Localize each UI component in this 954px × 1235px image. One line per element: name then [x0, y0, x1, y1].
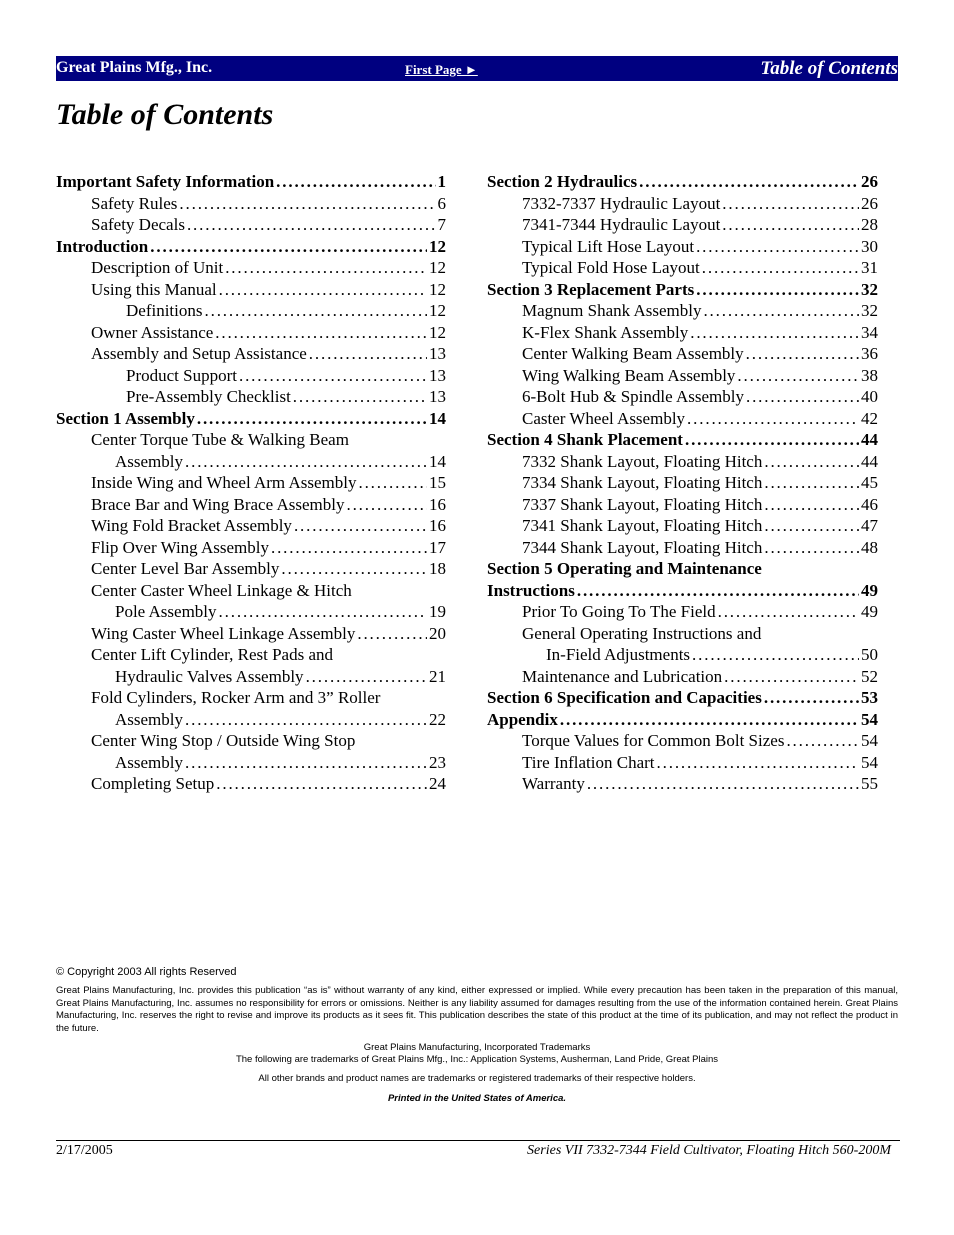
toc-entry-label: Assembly — [115, 752, 183, 772]
other-brands-text: All other brands and product names are trademarks or registered trademarks of their respective holders. — [258, 1073, 696, 1084]
toc-dot-leader — [703, 300, 859, 322]
toc-entry-label: Safety Rules — [91, 193, 178, 213]
toc-page-number: 22 — [429, 709, 446, 729]
toc-page-number: 24 — [429, 774, 446, 793]
toc-entry[interactable] — [56, 365, 446, 387]
toc-entry[interactable] — [487, 193, 878, 215]
toc-entry-label: Assembly — [115, 709, 183, 729]
toc-entry[interactable] — [56, 515, 446, 537]
toc-page-number: 55 — [861, 774, 878, 793]
toc-entry-label: Safety Decals — [91, 215, 185, 234]
toc-dot-leader — [692, 644, 859, 666]
toc-entry[interactable] — [487, 537, 878, 559]
toc-dot-leader — [687, 408, 859, 430]
toc-page-number: 38 — [861, 365, 878, 385]
legal-footer — [56, 966, 898, 1114]
toc-dot-leader — [219, 601, 427, 623]
toc-page-number: 36 — [861, 344, 878, 363]
toc-page-number: 7 — [437, 215, 446, 234]
toc-dot-leader — [746, 343, 859, 365]
toc-entry[interactable] — [487, 687, 878, 709]
toc-entry[interactable] — [487, 472, 878, 494]
toc-dot-leader — [764, 451, 859, 473]
toc-entry-label: Flip Over Wing Assembly — [91, 537, 269, 557]
toc-dot-leader — [219, 279, 427, 301]
toc-entry[interactable] — [487, 666, 878, 688]
footer-date: 2/17/2005 — [56, 1143, 113, 1158]
toc-page-number: 47 — [861, 516, 878, 535]
toc-page-number: 54 — [861, 709, 878, 729]
toc-entry-label: Caster Wheel Assembly — [522, 408, 686, 428]
header-section-title: Table of Contents — [760, 58, 898, 79]
toc-entry[interactable] — [487, 300, 878, 322]
toc-page-number: 52 — [861, 666, 878, 686]
toc-page-number: 12 — [429, 301, 446, 320]
toc-entry-label: 6-Bolt Hub & Spindle Assembly — [522, 387, 744, 406]
toc-dot-leader — [215, 322, 427, 344]
toc-dot-leader — [722, 193, 859, 215]
toc-dot-leader — [577, 580, 859, 602]
toc-entry[interactable] — [487, 343, 878, 365]
toc-dot-leader — [657, 752, 859, 774]
toc-entry[interactable] — [56, 408, 446, 430]
toc-entry[interactable] — [56, 773, 446, 795]
toc-dot-leader — [696, 236, 859, 258]
toc-entry-label: Section 3 Replacement Parts — [487, 279, 695, 299]
toc-entry[interactable] — [487, 623, 878, 666]
toc-dot-leader — [309, 343, 427, 365]
toc-entry[interactable] — [487, 709, 878, 731]
toc-entry[interactable] — [487, 257, 878, 279]
toc-entry-label: Pole Assembly — [115, 602, 217, 621]
toc-entry[interactable] — [487, 494, 878, 516]
toc-page-number: 14 — [429, 451, 446, 471]
toc-page-number: 23 — [429, 752, 446, 772]
toc-dot-leader — [764, 472, 859, 494]
toc-dot-leader — [187, 214, 436, 236]
toc-entry-label: Prior To Going To The Field — [522, 602, 716, 621]
trademarks-list: The following are trademarks of Great Plains Mfg., Inc.: Application Systems, Ausherman, Land Pride, Great Plains — [235, 1054, 719, 1065]
toc-entry-label: Hydraulic Valves Assembly — [115, 666, 304, 686]
toc-page-number: 13 — [429, 365, 446, 385]
toc-entry[interactable] — [56, 193, 446, 215]
toc-page-number: 49 — [861, 602, 878, 621]
toc-entry-label: Typical Lift Hose Layout — [522, 236, 695, 256]
toc-dot-leader — [702, 257, 859, 279]
toc-dot-leader — [306, 666, 427, 688]
toc-entry[interactable] — [487, 451, 878, 473]
header-bar — [56, 56, 898, 81]
toc-entry-label: 7332 Shank Layout, Floating Hitch — [522, 451, 763, 471]
toc-entry-label: Wing Walking Beam Assembly — [522, 365, 736, 385]
toc-entry[interactable] — [487, 386, 878, 408]
toc-entry[interactable] — [487, 236, 878, 258]
toc-entry[interactable] — [56, 644, 446, 687]
toc-dot-leader — [724, 666, 859, 688]
toc-entry[interactable] — [487, 730, 878, 752]
footer-divider — [56, 1140, 900, 1141]
toc-entry-label: Typical Fold Hose Layout — [522, 258, 700, 277]
toc-entry[interactable] — [56, 322, 446, 344]
toc-page-number: 19 — [429, 602, 446, 621]
toc-dot-leader — [150, 236, 427, 258]
toc-dot-leader — [293, 386, 427, 408]
toc-entry-label: Owner Assistance — [91, 322, 214, 342]
toc-entry-label: Section 4 Shank Placement — [487, 430, 683, 449]
toc-entry-label: Section 1 Assembly — [56, 408, 195, 428]
toc-dot-leader — [357, 623, 427, 645]
toc-dot-leader — [185, 451, 427, 473]
first-page-link[interactable]: First Page ► — [405, 62, 478, 77]
toc-dot-leader — [786, 730, 859, 752]
toc-page-number: 16 — [429, 494, 446, 514]
toc-entry[interactable] — [56, 494, 446, 516]
toc-dot-leader — [271, 537, 427, 559]
toc-entry-label: Center Lift Cylinder, Rest Pads and — [91, 645, 334, 664]
toc-entry-label: Product Support — [126, 365, 237, 385]
toc-entry-label: Wing Fold Bracket Assembly — [91, 516, 292, 535]
toc-dot-leader — [294, 515, 427, 537]
toc-entry-label: Center Level Bar Assembly — [91, 559, 280, 578]
page-title: Table of Contents — [56, 98, 274, 131]
toc-entry-label: Brace Bar and Wing Brace Assembly — [91, 494, 345, 514]
trademarks-title: Great Plains Manufacturing, Incorporated Trademarks — [363, 1042, 591, 1053]
toc-dot-leader — [185, 752, 427, 774]
toc-entry[interactable] — [56, 343, 446, 365]
toc-entry[interactable] — [487, 279, 878, 301]
toc-dot-leader — [746, 386, 859, 408]
toc-entry[interactable] — [487, 408, 878, 430]
toc-entry-label: Assembly — [115, 451, 183, 471]
toc-entry-label: Using this Manual — [91, 279, 217, 299]
printed-in-text: Printed in the United States of America. — [387, 1093, 567, 1104]
toc-dot-leader — [764, 494, 859, 516]
toc-dot-leader — [179, 193, 435, 215]
toc-entry[interactable] — [56, 558, 446, 580]
toc-entry[interactable] — [487, 558, 878, 601]
toc-page-number: 12 — [429, 279, 446, 299]
toc-dot-leader — [722, 214, 859, 236]
toc-entry[interactable] — [487, 429, 878, 451]
toc-entry[interactable] — [56, 472, 446, 494]
toc-entry[interactable] — [56, 236, 446, 258]
toc-dot-leader — [685, 429, 859, 451]
toc-entry[interactable] — [487, 214, 878, 236]
toc-dot-leader — [358, 472, 427, 494]
toc-dot-leader — [764, 515, 859, 537]
toc-page-number: 45 — [861, 473, 878, 492]
toc-entry-label: Wing Caster Wheel Linkage Assembly — [91, 623, 356, 643]
toc-entry[interactable] — [56, 623, 446, 645]
toc-dot-leader — [764, 687, 859, 709]
toc-page-number: 54 — [861, 731, 878, 750]
toc-entry-label: Important Safety Information — [56, 172, 275, 191]
toc-entry[interactable] — [487, 515, 878, 537]
toc-dot-leader — [276, 171, 435, 193]
toc-entry-label: Warranty — [522, 774, 585, 793]
toc-entry[interactable] — [56, 730, 446, 773]
toc-page-number: 42 — [861, 408, 878, 428]
toc-right-column — [487, 171, 878, 795]
toc-dot-leader — [216, 773, 427, 795]
toc-entry-label: Center Torque Tube & Walking Beam — [91, 430, 349, 449]
toc-entry[interactable] — [56, 279, 446, 301]
toc-page-number: 49 — [861, 580, 878, 600]
toc-entry-label: Inside Wing and Wheel Arm Assembly — [91, 473, 357, 492]
copyright-text: © Copyright 2003 All rights Reserved — [56, 966, 237, 978]
toc-dot-leader — [225, 257, 427, 279]
toc-entry[interactable] — [487, 752, 878, 774]
toc-entry-label: Section 5 Operating and Maintenance — [487, 559, 762, 578]
toc-page-number: 32 — [861, 301, 878, 320]
toc-entry-label: 7341 Shank Layout, Floating Hitch — [522, 516, 763, 535]
toc-entry[interactable] — [487, 171, 878, 193]
toc-page-number: 34 — [861, 322, 878, 342]
header-company: Great Plains Mfg., Inc. — [56, 59, 213, 76]
toc-page-number: 17 — [429, 537, 446, 557]
toc-dot-leader — [639, 171, 859, 193]
toc-page-number: 15 — [429, 473, 446, 492]
toc-entry-label: Center Walking Beam Assembly — [522, 344, 744, 363]
toc-page-number: 12 — [429, 236, 446, 256]
toc-page-number: 1 — [437, 172, 446, 191]
toc-page-number: 48 — [861, 537, 878, 557]
toc-page-number: 40 — [861, 387, 878, 406]
toc-page-number: 46 — [861, 494, 878, 514]
toc-entry-label: Torque Values for Common Bolt Sizes — [522, 731, 785, 750]
toc-entry-label: Maintenance and Lubrication — [522, 666, 723, 686]
toc-page-number: 44 — [861, 430, 878, 449]
toc-entry[interactable] — [487, 365, 878, 387]
toc-entry[interactable] — [56, 687, 446, 730]
toc-page-number: 26 — [861, 193, 878, 213]
toc-entry[interactable] — [56, 429, 446, 472]
toc-page-number: 6 — [437, 193, 446, 213]
toc-entry[interactable] — [56, 171, 446, 193]
toc-entry-label: Section 6 Specification and Capacities — [487, 688, 762, 707]
toc-page-number: 18 — [429, 559, 446, 578]
disclaimer-text: Great Plains Manufacturing, Inc. provides this publication “as is” without warranty of any kind, either expressed or implied. While every precaution has been taken in the preparation of this manual, Great Plains Manufacturing, Inc. assumes no responsibility for errors or omissions. Neither is any liability assumed for damages resulting from the use of the information contained herein. Great Plains Manufacturing, Inc. reserves the right to revise and improve its products as it sees fit. This publication describes the state of this product at the time of its publication, and may not reflect the product in the future. — [56, 985, 898, 1034]
toc-entry-label: 7341-7344 Hydraulic Layout — [522, 215, 721, 234]
toc-entry-label: Instructions — [487, 580, 575, 600]
toc-entry-label: Magnum Shank Assembly — [522, 301, 702, 320]
toc-page-number: 26 — [861, 172, 878, 191]
toc-page-number: 13 — [429, 387, 446, 406]
toc-page-number: 31 — [861, 258, 878, 277]
toc-page-number: 14 — [429, 408, 446, 428]
toc-entry-label: General Operating Instructions and — [522, 623, 762, 643]
toc-entry[interactable] — [487, 601, 878, 623]
toc-page-number: 13 — [429, 344, 446, 363]
toc-entry-label: Pre-Assembly Checklist — [126, 387, 291, 406]
toc-entry[interactable] — [56, 537, 446, 559]
toc-entry[interactable] — [56, 257, 446, 279]
toc-page-number: 21 — [429, 666, 446, 686]
footer-doc-info: Series VII 7332-7344 Field Cultivator, Floating Hitch 560-200M — [527, 1143, 891, 1158]
toc-page-number: 28 — [861, 215, 878, 234]
toc-page-number: 32 — [861, 279, 878, 299]
toc-dot-leader — [346, 494, 427, 516]
toc-entry-label: 7332-7337 Hydraulic Layout — [522, 193, 721, 213]
toc-page-number: 30 — [861, 236, 878, 256]
toc-entry-label: Completing Setup — [91, 774, 215, 793]
toc-dot-leader — [690, 322, 859, 344]
toc-page-number: 53 — [861, 688, 878, 707]
toc-entry-label: Introduction — [56, 236, 149, 256]
toc-entry[interactable] — [56, 386, 446, 408]
toc-dot-leader — [197, 408, 427, 430]
toc-entry[interactable] — [56, 214, 446, 236]
toc-entry[interactable] — [487, 773, 878, 795]
toc-page-number: 44 — [861, 451, 878, 471]
toc-entry-label: Appendix — [487, 709, 558, 729]
toc-dot-leader — [185, 709, 427, 731]
toc-page-number: 54 — [861, 752, 878, 772]
toc-entry-label: 7344 Shank Layout, Floating Hitch — [522, 537, 763, 557]
toc-page-number: 16 — [429, 516, 446, 535]
toc-page-number: 12 — [429, 322, 446, 342]
toc-entry-label: K-Flex Shank Assembly — [522, 322, 689, 342]
toc-dot-leader — [281, 558, 427, 580]
toc-dot-leader — [587, 773, 859, 795]
toc-dot-leader — [205, 300, 428, 322]
toc-dot-leader — [718, 601, 859, 623]
toc-dot-leader — [239, 365, 427, 387]
toc-page-number: 12 — [429, 258, 446, 277]
toc-left-column — [56, 171, 446, 795]
toc-page-number: 20 — [429, 623, 446, 643]
toc-entry[interactable] — [56, 300, 446, 322]
toc-dot-leader — [696, 279, 859, 301]
toc-dot-leader — [764, 537, 859, 559]
toc-entry-label: Tire Inflation Chart — [522, 752, 655, 772]
toc-entry-label: Definitions — [126, 301, 203, 320]
toc-entry-label: Description of Unit — [91, 258, 224, 277]
toc-dot-leader — [737, 365, 859, 387]
toc-entry[interactable] — [487, 322, 878, 344]
toc-entry-label: 7334 Shank Layout, Floating Hitch — [522, 473, 763, 492]
toc-entry-label: Assembly and Setup Assistance — [91, 344, 307, 363]
toc-page-number: 50 — [861, 645, 878, 664]
toc-entry-label: Center Wing Stop / Outside Wing Stop — [91, 731, 356, 750]
toc-entry-label: Fold Cylinders, Rocker Arm and 3” Roller — [91, 688, 381, 707]
toc-entry-label: Center Caster Wheel Linkage & Hitch — [91, 580, 352, 600]
toc-entry-label: Section 2 Hydraulics — [487, 172, 638, 191]
toc-entry-label: In-Field Adjustments — [546, 645, 691, 664]
toc-entry-label: 7337 Shank Layout, Floating Hitch — [522, 494, 763, 514]
toc-entry[interactable] — [56, 580, 446, 623]
toc-dot-leader — [560, 709, 859, 731]
